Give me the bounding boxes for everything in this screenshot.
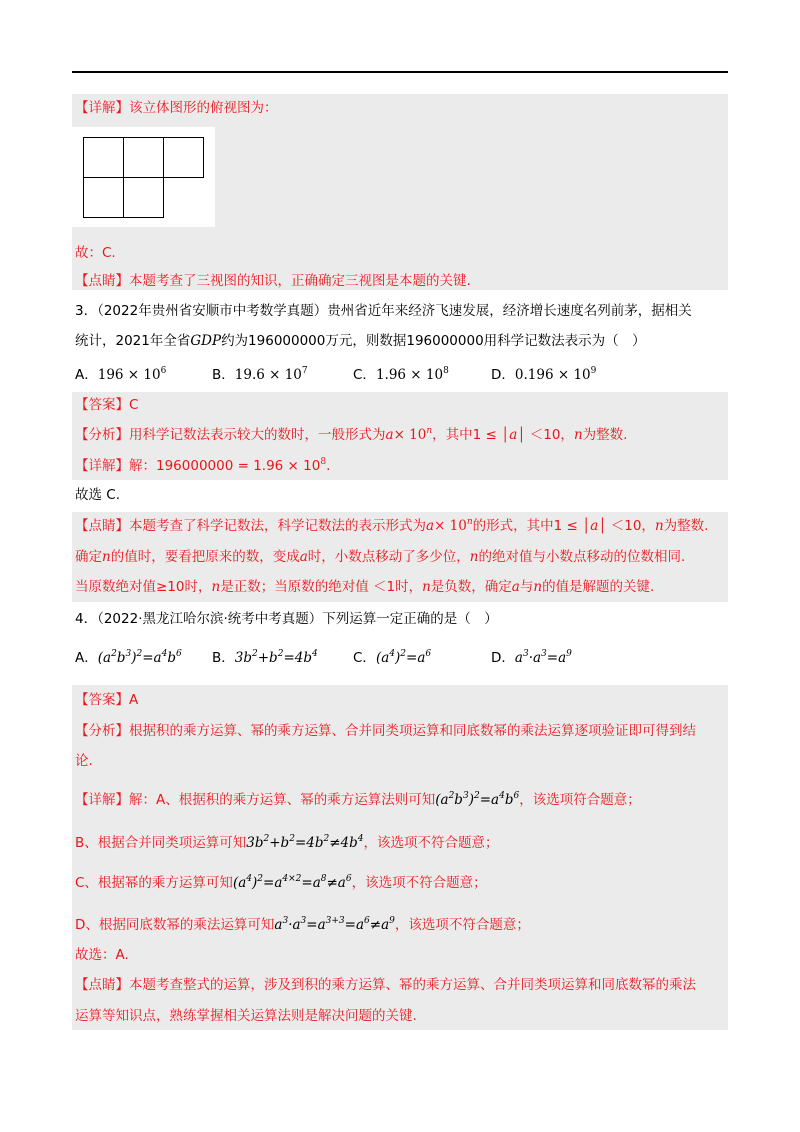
q3-analysis: 【分析】用科学记数法表示较大的数时，一般形式为$a\times 10^n$，其中1 ≤ │a│ ＜10，n为整数. — [75, 426, 628, 443]
q3-choice: 故选 C. — [75, 487, 121, 503]
q4-analysis-line2: 论. — [75, 753, 93, 769]
top-view-cell — [123, 137, 164, 178]
q2-detail: 【详解】该立体图形的俯视图为： — [75, 100, 278, 116]
q4-detail-a: 【详解】解：A、根据积的乘方运算、幂的乘方运算法则可知$(a^2b^3)^2=a^4b^6$，该选项符合题意； — [75, 791, 641, 808]
q2-comment: 【点睛】本题考查了三视图的知识，正确确定三视图是本题的关键. — [75, 273, 471, 289]
q4-option-b: B．$3b^2+b^2=4b^4$ — [212, 649, 318, 666]
q3-stem-line2: 统计，2021年全省GDP约为196000000万元，则数据196000000用科学记数法表示为（ ） — [75, 333, 646, 349]
q3-answer: 【答案】C — [75, 397, 139, 413]
q4-option-c: C．$(a^4)^2=a^6$ — [353, 649, 432, 666]
q3-option-c: C．$1.96 \times 10^8$ — [353, 366, 449, 383]
top-view-cell — [163, 137, 204, 178]
q3-comment-line1: 【点睛】本题考查了科学记数法，科学记数法的表示形式为$a\times 10^n$的形式，其中1 ≤ │a│ ＜10，n为整数. — [75, 517, 709, 534]
q3-comment-line3: 当原数绝对值≥10时，n是正数；当原数的绝对值 ＜1时，n是负数，确定a与n的值是解题的关键. — [75, 579, 655, 595]
q2-answer: 故：C. — [75, 245, 116, 261]
q4-detail-b: B、根据合并同类项运算可知$3b^2+b^2=4b^2\ne 4b^4$，该选项不符合题意； — [75, 834, 499, 851]
q3-option-d: D．$0.196 \times 10^9$ — [491, 366, 597, 383]
q4-option-a: A．$(a^2b^3)^2=a^4b^6$ — [75, 649, 182, 666]
top-view-cell — [83, 177, 124, 218]
q3-stem-line1: 3．（2022年贵州省安顺市中考数学真题）贵州省近年来经济飞速发展，经济增长速度名列前茅，据相关 — [75, 303, 692, 319]
q4-analysis-line1: 【分析】根据积的乘方运算、幂的乘方运算、合并同类项运算和同底数幂的乘法运算逐项验证即可得到结 — [75, 723, 696, 739]
q4-detail-d: D、根据同底数幂的乘法运算可知$a^3\cdot a^3=a^{3+3}=a^6\ne a^9$，该选项不符合题意； — [75, 916, 530, 933]
q4-stem: 4．（2022·黑龙江哈尔滨·统考中考真题）下列运算一定正确的是（ ） — [75, 611, 498, 627]
q4-answer: 【答案】A — [75, 692, 139, 708]
q4-option-d: D．$a^3\cdot a^3=a^9$ — [491, 649, 572, 666]
q4-comment-line1: 【点睛】本题考查整式的运算，涉及到积的乘方运算、幂的乘方运算、合并同类项运算和同底数幂的乘法 — [75, 977, 696, 993]
q3-comment-line2: 确定n的值时，要看把原来的数，变成a时，小数点移动了多少位，n的绝对值与小数点移动的位数相同. — [75, 549, 686, 565]
q4-comment-line2: 运算等知识点，熟练掌握相关运算法则是解决问题的关键. — [75, 1008, 417, 1024]
header-rule — [72, 71, 728, 73]
q3-option-a: A．$196 \times 10^6$ — [75, 366, 167, 383]
top-view-cell — [123, 177, 164, 218]
top-view-figure — [72, 127, 215, 227]
q4-choice: 故选：A. — [75, 947, 129, 963]
q3-option-b: B．$19.6 \times 10^7$ — [212, 366, 308, 383]
q3-detail: 【详解】解：$196000000 = 1.96 \times 10^8$. — [75, 457, 331, 474]
top-view-cell — [83, 137, 124, 178]
q4-detail-c: C、根据幂的乘方运算可知$(a^4)^2=a^{4\times 2}=a^8\ne a^6$，该选项不符合题意； — [75, 874, 487, 891]
